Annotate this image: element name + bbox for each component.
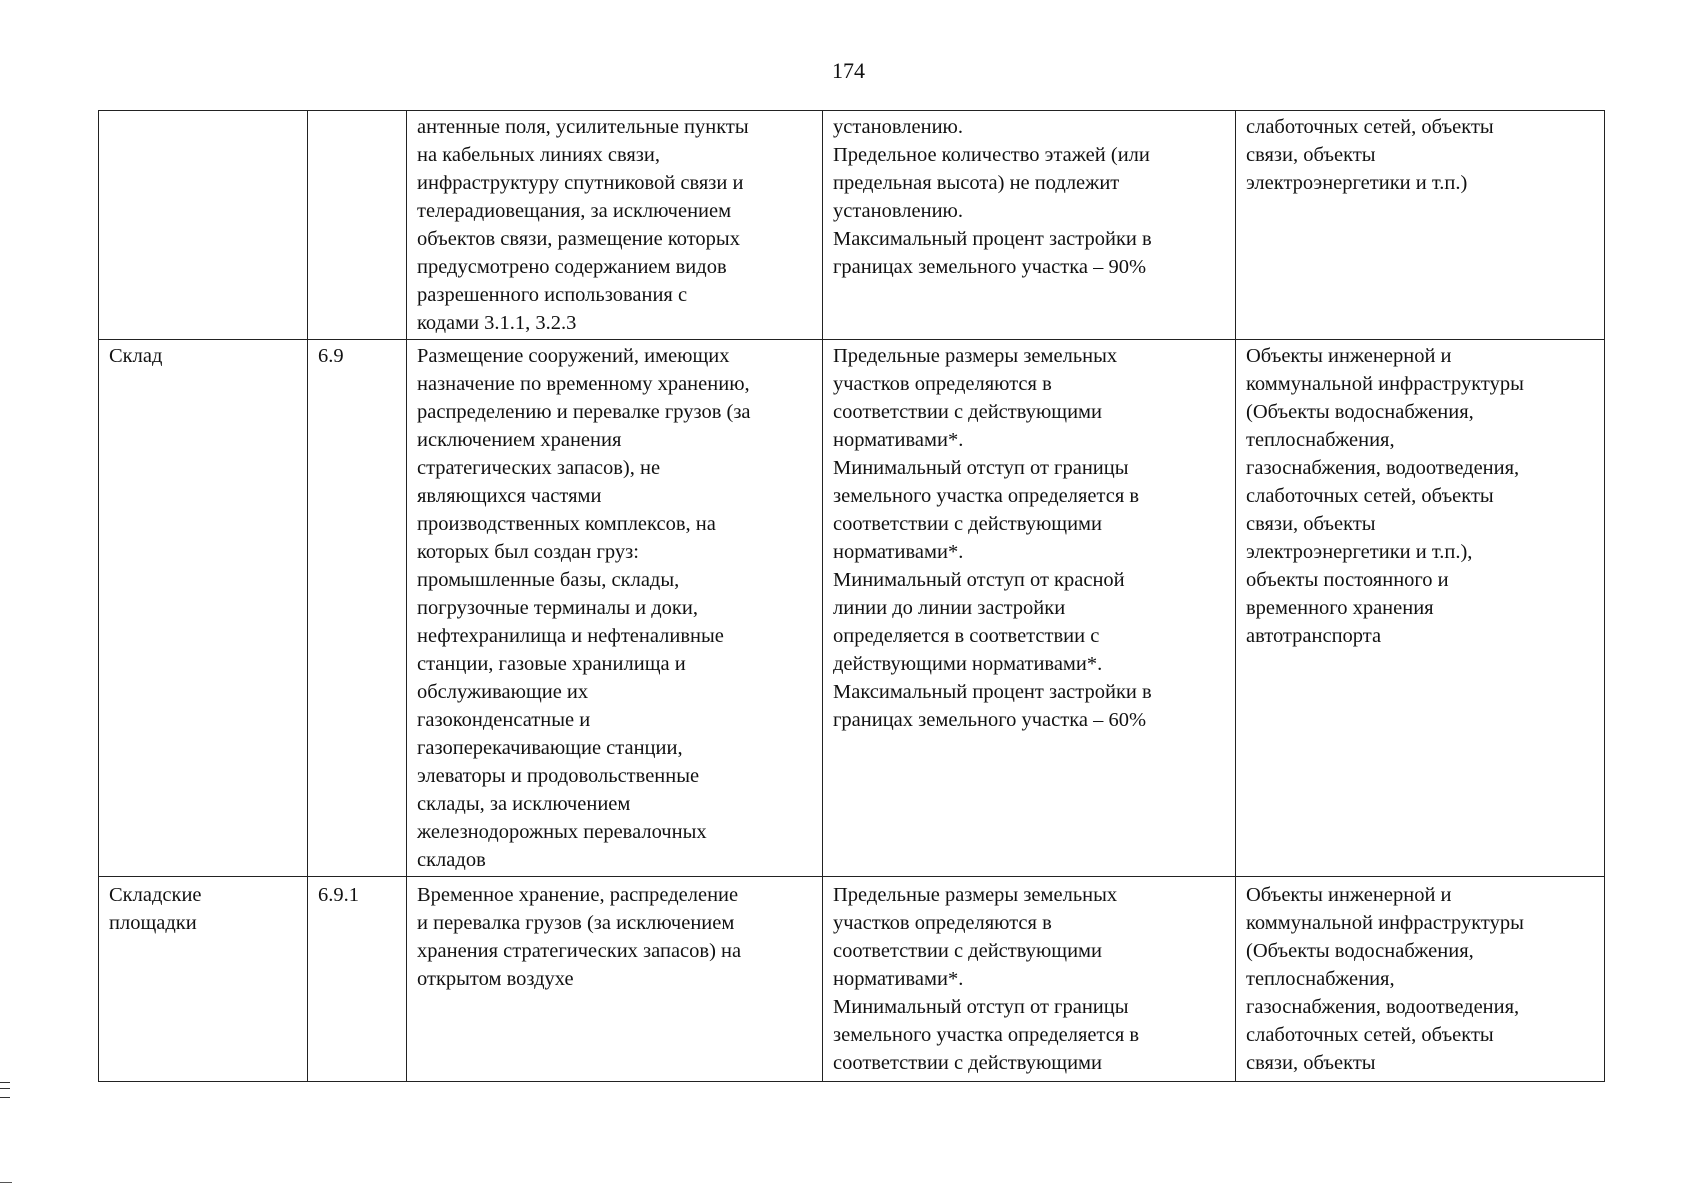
use-name: Склад	[109, 345, 163, 367]
table-row	[99, 340, 1605, 877]
scan-margin-tick	[0, 1182, 12, 1183]
use-description-cell	[407, 340, 823, 877]
use-description: антенные поля, усилительные пункты на кабельных линиях связи, инфраструктуру спутниковой связи и телерадиовещания, за исключением объектов связи, размещение которых предусмотрено содержанием видов разрешенного использования с кодами 3.1.1, 3.2.3	[417, 116, 749, 334]
use-code: 6.9	[318, 345, 344, 367]
land-use-table	[98, 110, 1605, 1082]
use-infrastructure: Объекты инженерной и коммунальной инфраструктуры (Объекты водоснабжения, теплоснабжения, газоснабжения, водоотведения, слаботочных сетей, объекты связи, объекты электроэнергетики и т.п.), объекты постоянного и временного хранения автотранспорта	[1246, 345, 1524, 647]
use-parameters: установлению. Предельное количество этажей (или предельная высота) не подлежит установлению. Максимальный процент застройки в границах земельного участка – 90%	[833, 116, 1152, 278]
table-row	[99, 877, 1605, 1082]
use-description-cell	[407, 877, 823, 1082]
use-infrastructure-cell	[1236, 111, 1605, 340]
use-description: Временное хранение, распределение и перевалка грузов (за исключением хранения стратегических запасов) на открытом воздухе	[417, 884, 742, 990]
use-infrastructure-cell	[1236, 340, 1605, 877]
use-description: Размещение сооружений, имеющих назначение по временному хранению, распределению и перевалке грузов (за исключением хранения стратегических запасов), не являющихся частями производственных комплексов, на которых был создан груз: промышленные базы, склады, погрузочные терминалы и доки, нефтехранилища и нефтеналивные станции, газовые хранилища и обслуживающие их газоконденсатные и газоперекачивающие станции, элеваторы и продовольственные склады, за исключением железнодорожных перевалочных складов	[417, 345, 751, 871]
use-name-cell	[99, 340, 308, 877]
use-infrastructure: Объекты инженерной и коммунальной инфраструктуры (Объекты водоснабжения, теплоснабжения, газоснабжения, водоотведения, слаботочных сетей, объекты связи, объекты	[1246, 884, 1524, 1074]
use-parameters-cell	[823, 111, 1236, 340]
use-name: Складские площадки	[109, 884, 202, 934]
use-parameters: Предельные размеры земельных участков определяются в соответствии с действующими нормативами*. Минимальный отступ от границы земельного участка определяется в соответствии с действующими	[833, 884, 1140, 1074]
use-parameters-cell	[823, 877, 1236, 1082]
use-code-cell	[308, 340, 407, 877]
use-code-cell	[308, 877, 407, 1082]
use-name-cell	[99, 111, 308, 340]
use-description-cell	[407, 111, 823, 340]
page-number: 174	[832, 58, 865, 83]
use-parameters: Предельные размеры земельных участков определяются в соответствии с действующими нормативами*. Минимальный отступ от границы земельного участка определяется в соответствии с действующими нормативами*. Минимальный отступ от красной линии до линии застройки определяется в соответствии с действующими нормативами*. Максимальный процент застройки в границах земельного участка – 60%	[833, 345, 1152, 731]
use-name-cell	[99, 877, 308, 1082]
scan-margin-mark	[0, 1082, 10, 1098]
use-infrastructure-cell	[1236, 877, 1605, 1082]
use-parameters-cell	[823, 340, 1236, 877]
use-infrastructure: слаботочных сетей, объекты связи, объекты электроэнергетики и т.п.)	[1246, 116, 1494, 194]
use-code: 6.9.1	[318, 884, 359, 906]
use-code-cell	[308, 111, 407, 340]
table-row	[99, 111, 1605, 340]
